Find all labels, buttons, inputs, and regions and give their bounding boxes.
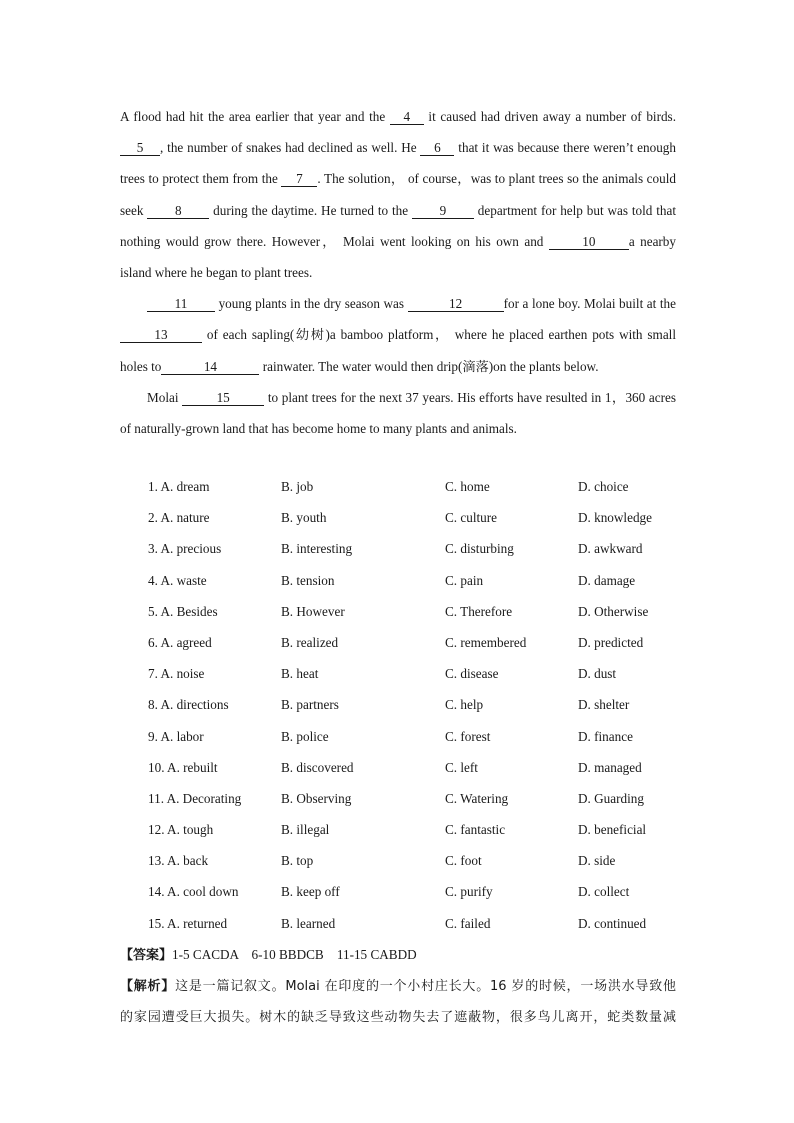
option-a: 5. A. Besides (148, 603, 218, 619)
option-row (148, 814, 688, 845)
option-c: C. forest (445, 728, 491, 744)
option-b: B. interesting (281, 541, 353, 557)
option-row (148, 752, 688, 783)
option-b: B. police (281, 728, 329, 744)
option-d: D. managed (578, 759, 642, 775)
option-a: 3. A. precious (148, 541, 222, 557)
option-d: D. finance (578, 728, 633, 744)
option-b: B. However (281, 603, 345, 619)
paragraph-2: 11 young plants in the dry season was 12 for a lone boy. Molai built at the 13 of each sapling(幼树)a bamboo platform， where he placed earthen pots with small holes to 14 rainwater. The water would then drip(滴落)on the plants below. (120, 296, 676, 374)
analysis-section (120, 971, 676, 1033)
option-a: 14. A. cool down (148, 884, 239, 900)
option-c: C. left (445, 759, 478, 775)
option-c: C. Watering (445, 790, 509, 806)
option-c: C. disturbing (445, 541, 514, 557)
option-b: B. illegal (281, 822, 330, 838)
option-b: B. partners (281, 697, 339, 713)
blank-7: 7 (281, 172, 317, 187)
option-c: C. culture (445, 510, 498, 526)
option-row (148, 876, 688, 907)
option-b: B. keep off (281, 884, 340, 900)
option-a: 1. A. dream (148, 479, 210, 494)
option-row (148, 908, 688, 939)
blank-15: 15 (182, 391, 264, 406)
option-d: D. collect (578, 884, 630, 900)
option-row (148, 845, 688, 876)
option-d: D. dust (578, 666, 617, 682)
option-a: 4. A. waste (148, 572, 207, 588)
option-a: 7. A. noise (148, 666, 205, 682)
option-row (148, 533, 688, 564)
option-b: B. job (281, 479, 314, 494)
analysis-line-1: 【解析】这是一篇记叙文。Molai 在印度的一个小村庄长大。16 岁的时候，一场洪水导致他 (120, 979, 676, 994)
option-d: D. side (578, 853, 616, 869)
option-c: C. purify (445, 884, 493, 900)
option-b: B. top (281, 853, 314, 869)
option-row (148, 627, 688, 658)
blank-8: 8 (147, 204, 209, 219)
option-d: D. awkward (578, 541, 643, 557)
option-row (148, 565, 688, 596)
blank-5: 5 (120, 141, 160, 156)
option-c: C. pain (445, 572, 484, 588)
option-a: 2. A. nature (148, 510, 210, 526)
answer-options (148, 471, 688, 939)
option-b: B. Observing (281, 790, 352, 806)
answer-label: 【答案】 (120, 948, 173, 963)
option-a: 9. A. labor (148, 728, 204, 744)
option-c: C. remembered (445, 634, 527, 650)
option-a: 11. A. Decorating (148, 790, 242, 806)
option-c: C. disease (445, 666, 499, 682)
option-d: D. predicted (578, 634, 644, 650)
blank-12: 12 (408, 297, 504, 312)
option-a: 6. A. agreed (148, 634, 212, 650)
option-b: B. discovered (281, 759, 354, 775)
option-b: B. learned (281, 915, 336, 931)
paragraph-1: A flood had hit the area earlier that year and the 4 it caused had driven away a number of birds. 5 , the number of snakes had declined as well. He 6 that it was because there weren’t enough trees to protect them from the 7 . The solution， of course，was to plant trees so the animals could seek 8 during the daytime. He turned to the 9 department for help but was told that nothing would grow there. However， Molai went looking on his own and 10 a nearby island where he began to plant trees. (120, 109, 676, 281)
option-d: D. Otherwise (578, 603, 649, 619)
blank-13: 13 (120, 328, 202, 343)
option-b: B. heat (281, 666, 319, 682)
option-d: D. beneficial (578, 822, 647, 838)
blank-14: 14 (161, 360, 259, 375)
option-c: C. fantastic (445, 822, 506, 838)
option-d: D. continued (578, 915, 647, 931)
option-c: C. failed (445, 915, 491, 931)
option-d: D. knowledge (578, 510, 652, 526)
option-row (148, 502, 688, 533)
option-row (148, 471, 688, 502)
option-b: B. realized (281, 634, 339, 650)
option-row (148, 689, 688, 720)
paragraph-3: Molai 15 to plant trees for the next 37 years. His efforts have resulted in 1，360 acres of naturally-grown land that has become home to many plants and animals. (120, 389, 676, 437)
option-a: 8. A. directions (148, 697, 229, 713)
analysis-label: 【解析】 (120, 979, 176, 994)
answer-value: 1-5 CACDA 6-10 BBDCB 11-15 CABDD (172, 947, 417, 962)
blank-9: 9 (412, 204, 474, 219)
option-c: C. home (445, 479, 490, 494)
blank-10: 10 (549, 235, 629, 250)
blank-4: 4 (390, 110, 424, 125)
option-c: C. foot (445, 853, 482, 869)
option-row (148, 783, 688, 814)
blank-11: 11 (147, 297, 215, 312)
option-row (148, 721, 688, 752)
option-d: D. damage (578, 572, 636, 588)
option-a: 13. A. back (148, 853, 209, 869)
option-d: D. Guarding (578, 790, 644, 806)
option-a: 10. A. rebuilt (148, 759, 218, 775)
analysis-line-2: 的家园遭受巨大损失。树木的缺乏导致这些动物失去了遮蔽物，很多鸟儿离开，蛇类数量减 (120, 1010, 676, 1026)
option-b: B. tension (281, 572, 335, 588)
option-a: 12. A. tough (148, 822, 214, 838)
cloze-passage (120, 101, 676, 444)
option-row (148, 596, 688, 627)
option-row (148, 658, 688, 689)
option-c: C. help (445, 697, 484, 713)
blank-6: 6 (420, 141, 454, 156)
option-b: B. youth (281, 510, 327, 526)
option-d: D. choice (578, 479, 629, 494)
option-c: C. Therefore (445, 603, 513, 619)
option-d: D. shelter (578, 697, 630, 713)
answer-line (120, 939, 676, 971)
option-a: 15. A. returned (148, 915, 228, 931)
